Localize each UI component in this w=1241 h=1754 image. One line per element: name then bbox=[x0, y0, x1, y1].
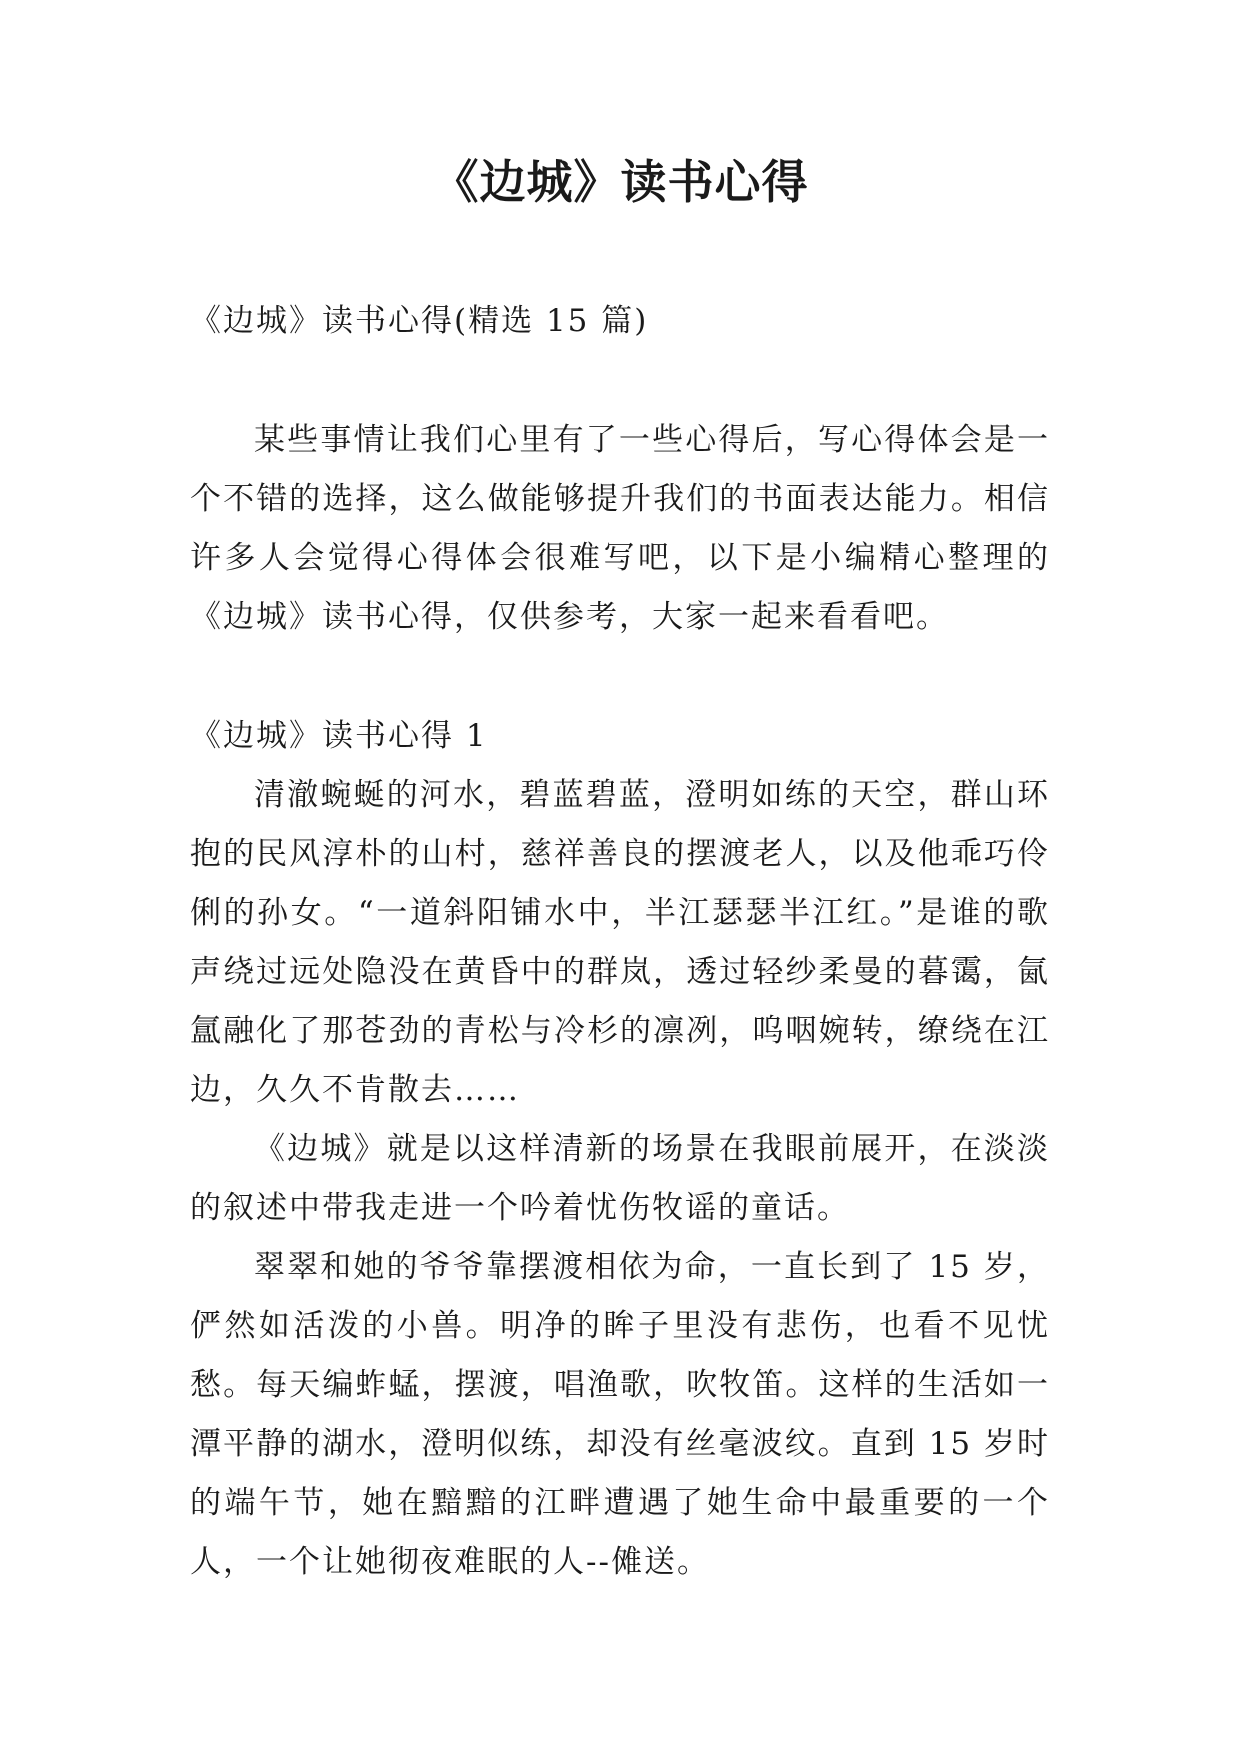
section-heading: 《边城》读书心得 1 bbox=[190, 718, 488, 754]
body-paragraph: 《边城》就是以这样清新的场景在我眼前展开，在淡淡的叙述中带我走进一个吟着忧伤牧谣的童话。 bbox=[190, 1131, 1050, 1226]
document-body bbox=[190, 292, 1050, 1592]
body-paragraph: 清澈蜿蜒的河水，碧蓝碧蓝，澄明如练的天空，群山环抱的民风淳朴的山村，慈祥善良的摆渡老人，以及他乖巧伶俐的孙女。“一道斜阳铺水中，半江瑟瑟半江红。”是谁的歌声绕过远处隐没在黄昏中的群岚，透过轻纱柔曼的暮霭，氤氲融化了那苍劲的青松与冷杉的凛冽，呜咽婉转，缭绕在江边，久久不肯散去…… bbox=[190, 777, 1050, 1108]
document-subtitle: 《边城》读书心得(精选 15 篇) bbox=[190, 303, 649, 339]
body-paragraph: 翠翠和她的爷爷靠摆渡相依为命，一直长到了 15 岁，俨然如活泼的小兽。明净的眸子里没有悲伤，也看不见忧愁。每天编蚱蜢，摆渡，唱渔歌，吹牧笛。这样的生活如一潭平静的湖水，澄明似练，却没有丝毫波纹。直到 15 岁时的端午节，她在黯黯的江畔遭遇了她生命中最重要的一个人，一个让她彻夜难眠的人--傩送。 bbox=[190, 1249, 1050, 1580]
intro-paragraph: 某些事情让我们心里有了一些心得后，写心得体会是一个不错的选择，这么做能够提升我们的书面表达能力。相信许多人会觉得心得体会很难写吧，以下是小编精心整理的《边城》读书心得，仅供参考，大家一起来看看吧。 bbox=[190, 422, 1050, 635]
document-title: 《边城》读书心得 bbox=[432, 155, 809, 209]
